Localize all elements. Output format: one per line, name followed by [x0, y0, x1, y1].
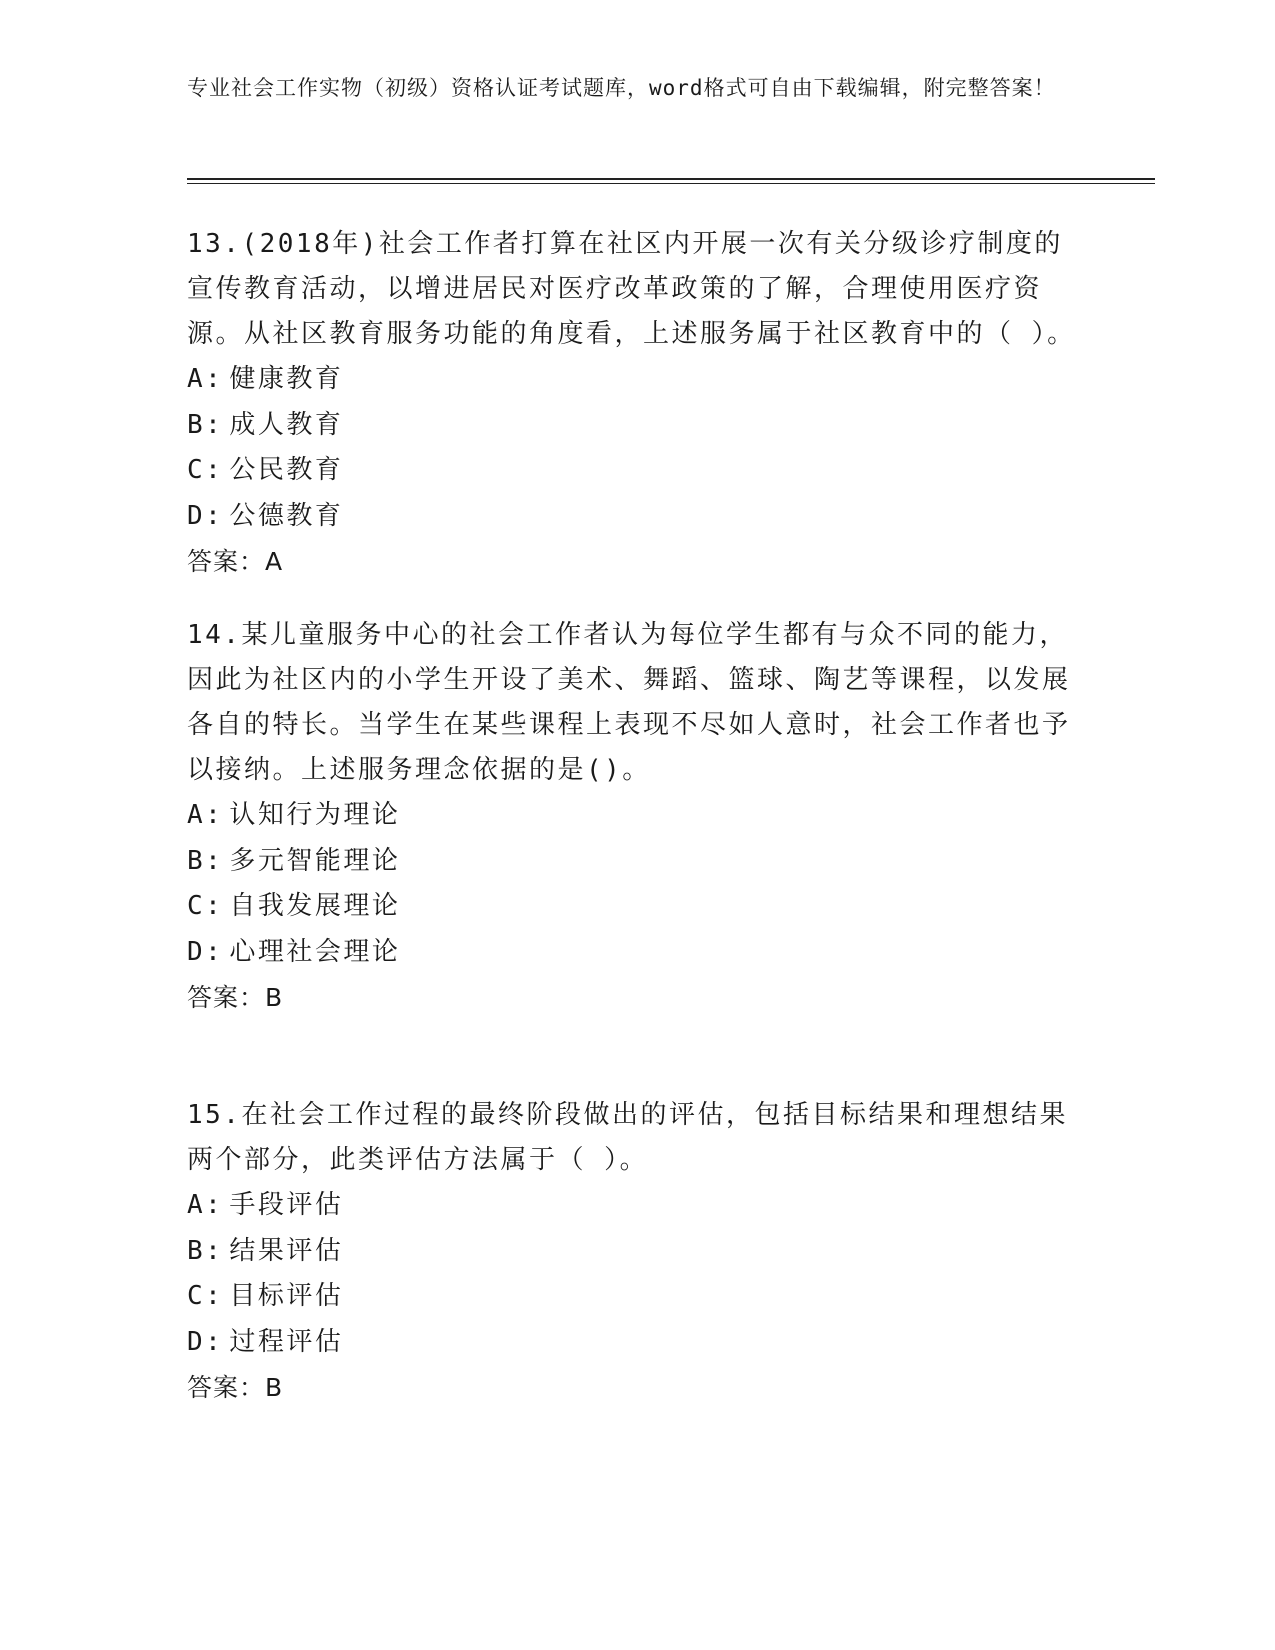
option-text: 健康教育: [229, 364, 344, 394]
option-b: [187, 839, 1087, 885]
option-label: C:: [187, 1281, 224, 1311]
option-label: B:: [187, 1235, 224, 1266]
option-text: 成人教育: [229, 409, 344, 440]
option-a: [187, 1183, 1087, 1229]
option-label: C:: [187, 455, 224, 485]
option-c: [187, 448, 1087, 494]
answer-line: 答案：B: [187, 983, 284, 1012]
option-text: 心理社会理论: [229, 936, 401, 967]
option-a: [187, 357, 1087, 403]
option-label: D:: [187, 1326, 224, 1357]
question-13: [187, 222, 1087, 584]
option-label: B:: [187, 845, 224, 876]
option-text: 过程评估: [229, 1326, 344, 1357]
question-15: [187, 1093, 1087, 1410]
option-b: [187, 1229, 1087, 1275]
question-14: [187, 613, 1087, 1020]
option-label: D:: [187, 936, 224, 967]
option-text: 手段评估: [229, 1190, 344, 1220]
option-text: 自我发展理论: [229, 891, 401, 921]
option-d: [187, 1320, 1087, 1366]
option-label: A:: [187, 364, 224, 394]
question-stem: 13.(2018年)社会工作者打算在社区内开展一次有关分级诊疗制度的宣传教育活动，以增进居民对医疗改革政策的了解，合理使用医疗资源。从社区教育服务功能的角度看，上述服务属于社区教育中的（ ）。: [187, 229, 1076, 349]
header-divider-thick: [187, 178, 1155, 180]
option-text: 公民教育: [229, 455, 344, 485]
option-text: 认知行为理论: [229, 800, 401, 830]
option-text: 多元智能理论: [229, 845, 401, 876]
question-stem: 14.某儿童服务中心的社会工作者认为每位学生都有与众不同的能力，因此为社区内的小学生开设了美术、舞蹈、篮球、陶艺等课程，以发展各自的特长。当学生在某些课程上表现不尽如人意时，社会工作者也予以接纳。上述服务理念依据的是()。: [187, 620, 1071, 785]
document-header: 专业社会工作实物（初级）资格认证考试题库，word格式可自由下载编辑，附完整答案！: [187, 76, 1056, 100]
header-divider-thin: [187, 183, 1155, 184]
option-d: [187, 930, 1087, 976]
question-stem: 15.在社会工作过程的最终阶段做出的评估，包括目标结果和理想结果两个部分，此类评估方法属于（ ）。: [187, 1100, 1068, 1175]
option-text: 目标评估: [229, 1281, 344, 1311]
option-label: C:: [187, 891, 224, 921]
option-c: [187, 884, 1087, 930]
option-text: 结果评估: [229, 1235, 344, 1266]
answer-line: 答案：B: [187, 1373, 284, 1402]
option-label: D:: [187, 500, 224, 531]
option-c: [187, 1274, 1087, 1320]
option-a: [187, 793, 1087, 839]
option-label: A:: [187, 1190, 224, 1220]
answer-line: 答案：A: [187, 547, 284, 576]
option-label: A:: [187, 800, 224, 830]
option-label: B:: [187, 409, 224, 440]
option-d: [187, 494, 1087, 540]
option-b: [187, 403, 1087, 449]
option-text: 公德教育: [229, 500, 344, 531]
